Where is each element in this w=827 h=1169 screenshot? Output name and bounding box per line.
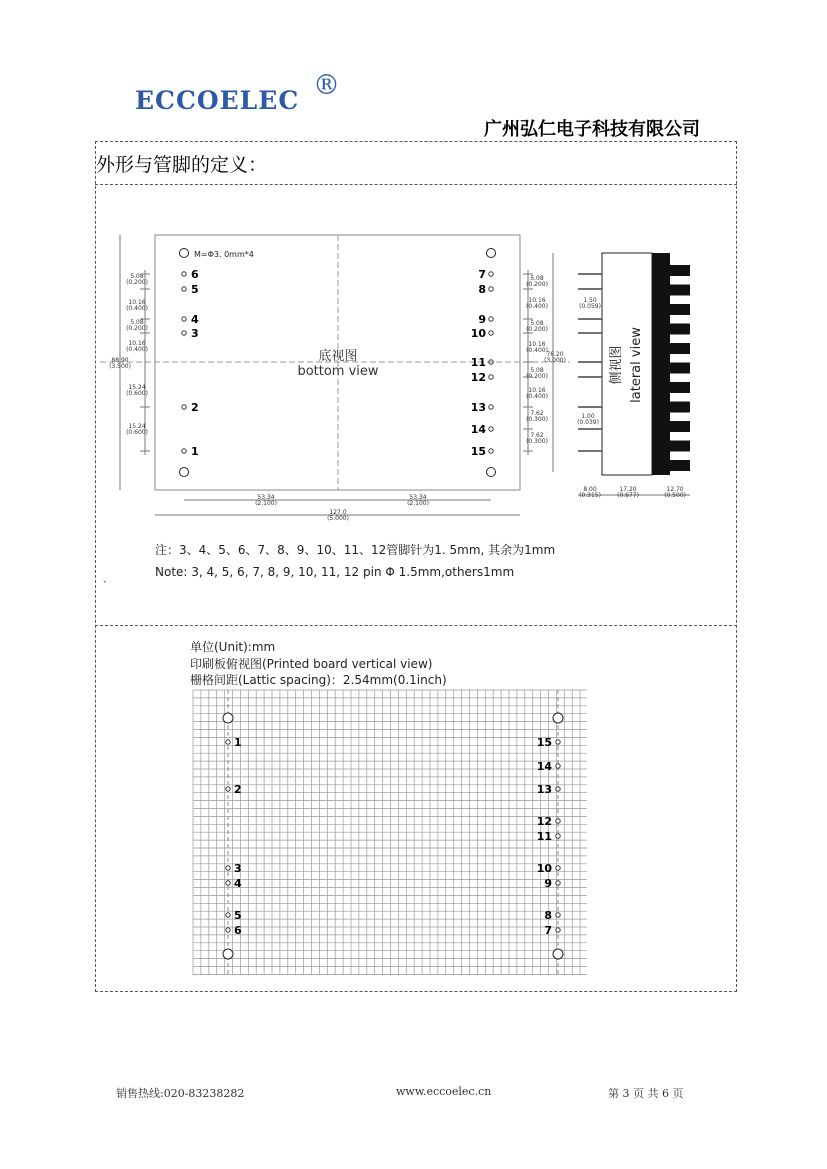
mount-hole-icon (487, 249, 496, 258)
pin-marker (489, 405, 493, 409)
pin-marker (489, 449, 493, 453)
heatsink-fin (670, 343, 690, 354)
pcb-mount-hole-icon (223, 949, 233, 959)
pcb-pin-marker (556, 913, 560, 917)
bottom-view-label-cn: 底视图 (318, 349, 358, 364)
brand-logo: ECCOELEC (135, 86, 300, 115)
pcb-pin-marker (556, 866, 560, 870)
lateral-dim-8: 8.00 (0.315) (579, 486, 601, 499)
pcb-pin-label: 11 (536, 830, 552, 843)
lateral-dim-1-0: 1.00 (0.039) (577, 413, 599, 426)
pin-marker (489, 375, 493, 379)
pin-marker (489, 427, 493, 431)
heatsink-fin (670, 324, 690, 335)
heatsink-fins (670, 265, 690, 471)
pcb-pin-marker (226, 881, 230, 885)
dim-53-34-left: 53.34 (2.100) (255, 494, 277, 507)
heatsink-fin (670, 402, 690, 413)
pcb-pin-label: 12 (536, 815, 552, 828)
lateral-dim-12: 12.70 (0.500) (664, 486, 686, 499)
mount-hole-label: M=Φ3. 0mm*4 (194, 250, 254, 259)
right-dim-text: 10.16 (0.400) (526, 341, 548, 354)
pcb-pin-marker (226, 866, 230, 870)
pcb-pin-marker (556, 819, 560, 823)
note-cn: 注：3、4、5、6、7、8、9、10、11、12管脚针为1. 5mm, 其余为1mm (155, 543, 556, 557)
heatsink-fin (670, 441, 690, 452)
right-dim-text: 7.62 (0.300) (526, 410, 548, 423)
pcb-pin-label: 15 (536, 736, 552, 749)
heatsink-fin (670, 285, 690, 296)
pcb-mount-hole-icon (223, 713, 233, 723)
bottom-pin-label: 12 (470, 371, 486, 384)
bottom-pin-label: 13 (470, 401, 486, 414)
pcb-pin-label: 13 (536, 783, 552, 796)
heatsink-fin (670, 382, 690, 393)
bottom-pin-label: 8 (478, 283, 486, 296)
note-en: Note: 3, 4, 5, 6, 7, 8, 9, 10, 11, 12 pin Φ 1.5mm,others1mm (155, 565, 515, 579)
footer-website[interactable]: www.eccoelec.cn (396, 1085, 492, 1098)
bottom-pin-label: 3 (191, 327, 199, 340)
lateral-view (577, 253, 690, 499)
right-dim-text: 10.16 (0.400) (526, 297, 548, 310)
bottom-pin-label: 14 (470, 423, 486, 436)
pcb-unit: 单位(Unit):mm (190, 640, 276, 654)
bottom-pin-label: 4 (191, 313, 199, 326)
company-name: 广州弘仁电子科技有限公司 (484, 119, 700, 140)
heatsink-fin (670, 265, 690, 276)
bottom-pin-label: 11 (470, 356, 486, 369)
dim-127: 127.0 (5.000) (327, 509, 349, 522)
pcb-mount-hole-icon (553, 713, 563, 723)
right-dim-text: 76.20 (3.000) (544, 351, 566, 364)
pin-marker (182, 405, 186, 409)
pcb-pins (223, 713, 563, 959)
pcb-pin-label: 2 (234, 783, 242, 796)
left-dim-text: 10.16 (0.400) (126, 340, 148, 353)
pin-marker (489, 272, 493, 276)
heatsink-fin (670, 304, 690, 315)
heatsink-fin (670, 460, 690, 471)
bottom-view-label-en: bottom view (297, 364, 379, 379)
lateral-label-en: lateral view (629, 327, 644, 403)
mount-hole-icon (180, 468, 189, 477)
pcb-pin-label: 10 (536, 862, 552, 875)
heatsink-fin (670, 363, 690, 374)
pcb-pin-label: 8 (544, 909, 552, 922)
pcb-pin-label: 6 (234, 924, 242, 937)
lateral-label-cn: 侧视图 (609, 345, 624, 385)
left-dim-text: 10.16 (0.400) (126, 299, 148, 312)
pin-marker (182, 317, 186, 321)
pcb-pin-marker (556, 764, 560, 768)
footer-hotline: 销售热线:020-83238282 (116, 1087, 245, 1100)
pcb-pin-marker (556, 881, 560, 885)
right-dim-text: 7.62 (0.300) (526, 432, 548, 445)
dim-53-34-right: 53.34 (2.100) (407, 494, 429, 507)
pcb-pin-label: 4 (234, 877, 242, 890)
pcb-spacing: 栅格间距(Lattic spacing)：2.54mm(0.1inch) (190, 673, 447, 687)
lateral-dim-1-5: 1.50 (0.059) (579, 297, 601, 310)
pcb-pin-marker (226, 928, 230, 932)
pin-marker (182, 449, 186, 453)
pin-marker (182, 331, 186, 335)
pcb-pin-label: 1 (234, 736, 242, 749)
pcb-pin-label: 9 (544, 877, 552, 890)
registered-mark: ® (313, 70, 340, 101)
pin-marker (489, 287, 493, 291)
bottom-pin-label: 6 (191, 268, 199, 281)
right-dim-text: 5.08 (0.200) (526, 367, 548, 380)
bottom-pin-label: 2 (191, 401, 199, 414)
bottom-pin-label: 7 (478, 268, 486, 281)
footer-page-number: 第 3 页 共 6 页 (608, 1087, 684, 1100)
right-dim-text: 5.08 (0.200) (526, 275, 548, 288)
bottom-pin-label: 9 (478, 313, 486, 326)
note-mark: 、 (103, 575, 113, 585)
pcb-pin-label: 14 (536, 760, 552, 773)
pin-marker (489, 331, 493, 335)
heatsink-base (652, 253, 670, 475)
left-dim-text: 15.24 (0.600) (126, 384, 148, 397)
bottom-pin-label: 10 (470, 327, 486, 340)
pin-marker (489, 317, 493, 321)
section-title: 外形与管脚的定义： (96, 154, 268, 176)
pcb-pin-marker (226, 740, 230, 744)
pcb-mount-hole-icon (553, 949, 563, 959)
pcb-pin-marker (556, 740, 560, 744)
pin-marker (182, 287, 186, 291)
right-dim-text: 5.08 (0.200) (526, 320, 548, 333)
left-dim-text: 15.24 (0.600) (126, 423, 148, 436)
pcb-pin-marker (226, 787, 230, 791)
pcb-pin-label: 3 (234, 862, 242, 875)
left-dim-text: 5.08 (0.200) (126, 319, 148, 332)
lateral-dim-17: 17.20 (0.677) (617, 486, 639, 499)
bottom-pin-label: 1 (191, 445, 199, 458)
pcb-grid (193, 690, 587, 975)
bottom-pin-label: 5 (191, 283, 199, 296)
bottom-pin-label: 15 (470, 445, 486, 458)
pcb-pin-marker (556, 928, 560, 932)
pcb-pin-label: 5 (234, 909, 242, 922)
left-dim-text: 5.08 (0.200) (126, 273, 148, 286)
mount-hole-icon (487, 468, 496, 477)
pcb-title: 印刷板俯视图(Printed board vertical view) (190, 657, 433, 671)
right-dimensions (523, 274, 566, 451)
left-dim-text: 88.90 (3.500) (109, 357, 131, 370)
pcb-pin-marker (556, 787, 560, 791)
pcb-pin-label: 7 (544, 924, 552, 937)
pcb-pin-marker (556, 834, 560, 838)
pcb-pin-marker (226, 913, 230, 917)
right-dim-text: 10.16 (0.400) (526, 387, 548, 400)
pin-marker (182, 272, 186, 276)
heatsink-fin (670, 421, 690, 432)
mount-hole-icon (180, 249, 189, 258)
